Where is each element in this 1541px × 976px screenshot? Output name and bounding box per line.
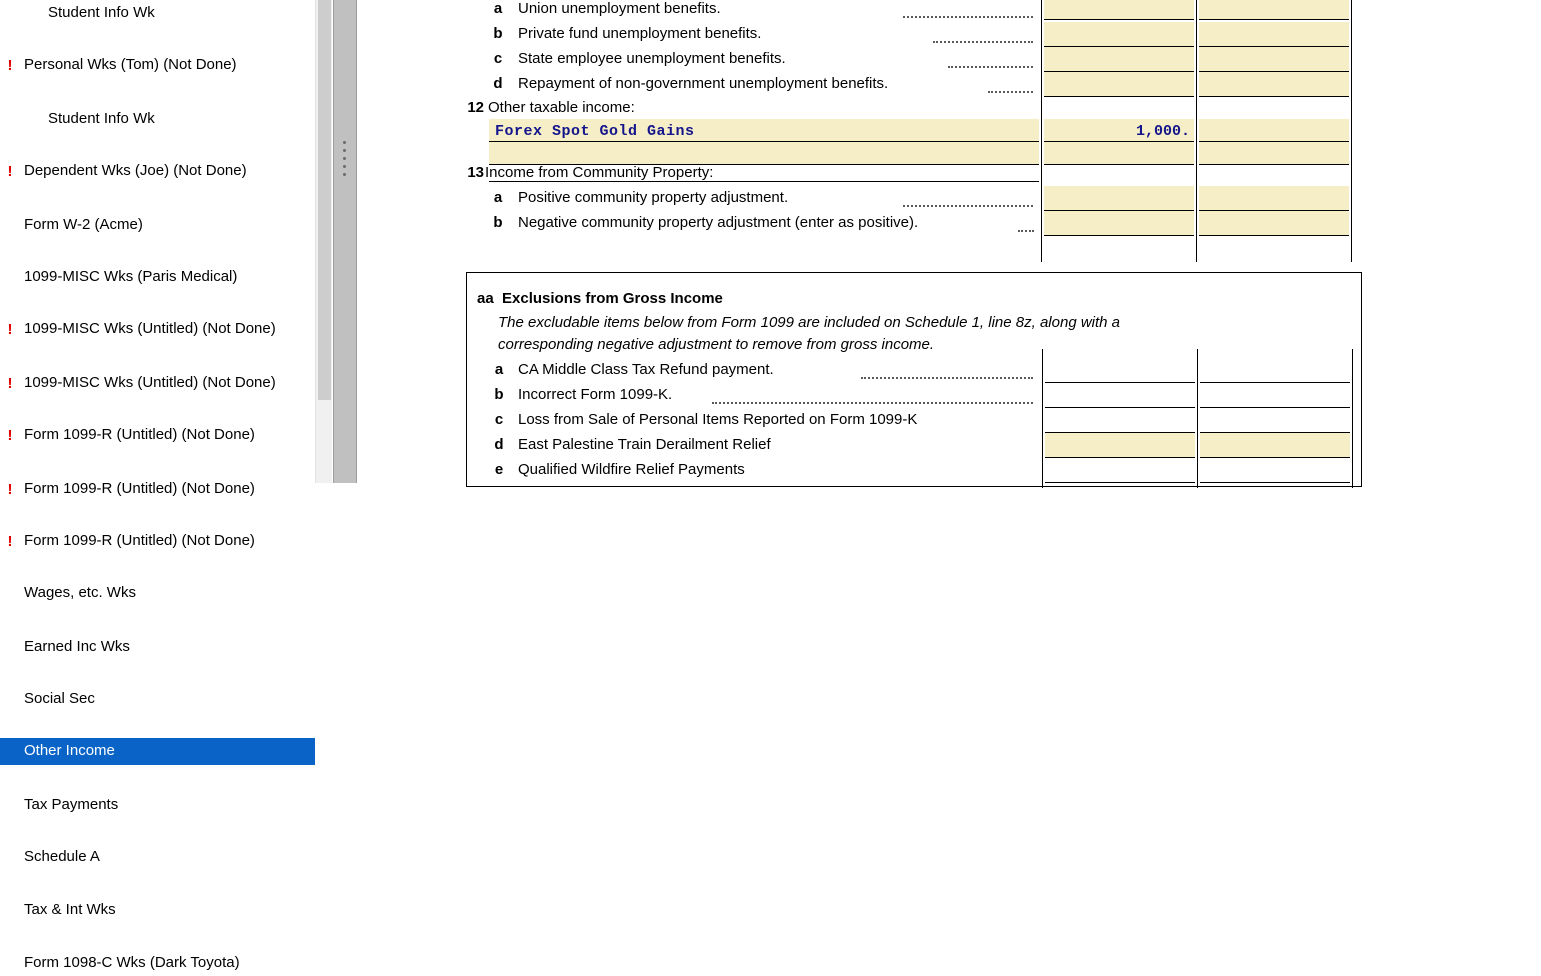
line-description: Loss from Sale of Personal Items Reported on Form 1099-K (518, 411, 918, 428)
forms-in-use-list[interactable] (0, 0, 315, 972)
sidebar-item-other-income[interactable] (0, 738, 315, 764)
list-item-label: Student Info Wk (48, 4, 155, 21)
list-item[interactable] (0, 52, 315, 78)
list-item-label: 1099-MISC Wks (Untitled) (Not Done) (24, 320, 276, 338)
amount-input-col2[interactable] (1199, 211, 1349, 236)
list-item-label: Tax Payments (24, 795, 119, 813)
line-number: 13 (467, 164, 484, 181)
line-letter: b (493, 214, 503, 231)
amount-input-col2[interactable] (1199, 186, 1349, 211)
dot-leader (903, 16, 1033, 18)
line-description: Private fund unemployment benefits. (518, 25, 762, 42)
amount-input-col1[interactable] (1045, 458, 1195, 483)
line-description: Negative community property adjustment (enter as positive). (518, 214, 919, 231)
amount-input-col1[interactable] (1044, 22, 1194, 47)
list-item[interactable] (0, 370, 315, 396)
splitter-grip-icon (343, 141, 347, 181)
list-item-label: Form 1098-C Wks (Dark Toyota) (24, 954, 240, 972)
exclusions-from-gross-income-box (466, 272, 1362, 487)
line-letter: a (493, 189, 503, 206)
form-line-aa-e[interactable] (467, 461, 1541, 486)
list-item-label: Earned Inc Wks (24, 637, 130, 655)
alert-icon: ! (7, 427, 13, 445)
list-item-label: 1099-MISC Wks (Paris Medical) (24, 267, 238, 285)
amount-input-col1[interactable] (1044, 72, 1194, 97)
list-item-label: Form 1099-R (Untitled) (Not Done) (24, 479, 255, 497)
line-number: 12 (467, 99, 484, 116)
amount-input-col2[interactable] (1200, 408, 1350, 433)
line-letter: a (494, 361, 504, 378)
list-item[interactable] (0, 634, 315, 660)
line-letter: c (494, 411, 504, 428)
list-item[interactable] (0, 476, 315, 502)
amount-input-col1[interactable] (1044, 0, 1194, 20)
alert-icon: ! (7, 374, 13, 392)
list-item-label: Dependent Wks (Joe) (Not Done) (24, 162, 247, 180)
other-income-description-value: Forex Spot Gold Gains (495, 123, 695, 140)
list-item[interactable] (0, 580, 315, 606)
list-item[interactable] (0, 158, 315, 184)
dot-leader (933, 41, 1033, 43)
list-item-label: Form 1099-R (Untitled) (Not Done) (24, 531, 255, 549)
form-line-aa-a[interactable] (467, 361, 1541, 386)
line-description: Other taxable income: (488, 99, 635, 116)
other-income-description-input-2[interactable] (489, 142, 1039, 165)
list-item[interactable] (0, 316, 315, 342)
form-line-13b[interactable] (358, 214, 1432, 239)
line-letter: a (493, 0, 503, 17)
amount-input-col1[interactable] (1044, 186, 1194, 211)
line-description: Repayment of non-government unemployment benefits. (518, 75, 889, 92)
other-income-amount-input[interactable] (1044, 119, 1194, 142)
amount-input-col2[interactable] (1199, 47, 1349, 72)
list-item-label: Wages, etc. Wks (24, 584, 136, 602)
line-letter: b (494, 386, 504, 403)
list-item-label: Other Income (24, 742, 115, 760)
dot-leader (1018, 230, 1034, 232)
sidebar-item-tax-int-wks[interactable] (0, 897, 315, 923)
box-title: Exclusions from Gross Income (502, 290, 723, 307)
line-letter: d (494, 436, 504, 453)
list-item-label: Social Sec (24, 690, 95, 708)
line-description: CA Middle Class Tax Refund payment. (518, 361, 774, 378)
line-description: Qualified Wildfire Relief Payments (518, 461, 745, 478)
form-line-aa-c[interactable] (467, 411, 1541, 436)
amount-input-col1[interactable] (1044, 47, 1194, 72)
form-line-11d[interactable] (358, 75, 1432, 100)
list-item-label: Form W-2 (Acme) (24, 215, 143, 233)
list-item[interactable] (0, 106, 315, 132)
alert-icon: ! (7, 532, 13, 550)
amount-input-col1[interactable] (1045, 383, 1195, 408)
amount-input-col2[interactable] (1200, 383, 1350, 408)
form-view[interactable] (358, 0, 1432, 483)
sidebar-item-tax-payments[interactable] (0, 792, 315, 818)
line-letter: e (494, 461, 504, 478)
line-description: Incorrect Form 1099-K. (518, 386, 673, 403)
list-item[interactable] (0, 950, 315, 976)
dot-leader (988, 91, 1033, 93)
line-letter: c (493, 50, 503, 67)
other-income-amount-value: 1,000. (1135, 123, 1190, 140)
list-item-label: Student Info Wk (48, 109, 155, 127)
other-income-description-input[interactable] (489, 119, 1039, 142)
form-line-aa-d[interactable] (467, 436, 1541, 461)
list-item[interactable] (0, 212, 315, 238)
line-letter: d (493, 75, 503, 92)
amount-input-col2[interactable] (1200, 358, 1350, 383)
line-description: Positive community property adjustment. (518, 189, 789, 206)
amount-input-col2[interactable] (1200, 433, 1350, 458)
dot-leader (903, 205, 1033, 207)
list-item[interactable] (0, 422, 315, 448)
form-line-aa-b[interactable] (467, 386, 1541, 411)
list-item-label: Form 1099-R (Untitled) (Not Done) (24, 426, 255, 444)
dot-leader (861, 377, 1033, 379)
line-description: State employee unemployment benefits. (518, 50, 786, 67)
sidebar-scrollbar-thumb[interactable] (318, 0, 331, 400)
dot-leader (948, 66, 1033, 68)
alert-icon: ! (7, 163, 13, 181)
alert-icon: ! (7, 321, 13, 339)
line-description: Income from Community Property: (485, 164, 714, 181)
amount-input-col2[interactable] (1199, 22, 1349, 47)
list-item[interactable] (0, 264, 315, 290)
line-letter: b (493, 25, 503, 42)
amount-input-col2[interactable] (1199, 0, 1349, 20)
amount-input-col1[interactable] (1045, 408, 1195, 433)
box-letter: aa (477, 290, 494, 307)
amount-input-col1[interactable] (1045, 358, 1195, 383)
panel-splitter[interactable] (333, 0, 357, 483)
amount-input-col1[interactable] (1045, 433, 1195, 458)
amount-input-col2[interactable] (1200, 458, 1350, 483)
alert-icon: ! (7, 57, 13, 75)
amount-input-col1[interactable] (1044, 211, 1194, 236)
list-item-label: 1099-MISC Wks (Untitled) (Not Done) (24, 373, 276, 391)
dot-leader (712, 402, 1033, 404)
list-item-label: Schedule A (24, 848, 100, 866)
list-item-label: Tax & Int Wks (24, 900, 116, 918)
other-income-amount-col2[interactable] (1199, 119, 1349, 142)
list-item-label: Personal Wks (Tom) (Not Done) (24, 56, 237, 74)
box-note-line-2: corresponding negative adjustment to remove from gross income. (498, 336, 935, 353)
other-income-amount-2-col2[interactable] (1199, 142, 1349, 165)
line-description: East Palestine Train Derailment Relief (518, 436, 771, 453)
list-item[interactable] (0, 686, 315, 712)
amount-input-col2[interactable] (1199, 72, 1349, 97)
sidebar-scrollbar[interactable] (315, 0, 332, 483)
box-note-line-1: The excludable items below from Form 1099 are included on Schedule 1, line 8z, along with a (498, 314, 1121, 331)
list-item[interactable] (0, 528, 315, 554)
line-description: Union unemployment benefits. (518, 0, 721, 17)
list-item[interactable] (0, 0, 315, 26)
other-income-amount-input-2[interactable] (1044, 142, 1194, 165)
sidebar-item-schedule-a[interactable] (0, 844, 315, 870)
alert-icon: ! (7, 480, 13, 498)
